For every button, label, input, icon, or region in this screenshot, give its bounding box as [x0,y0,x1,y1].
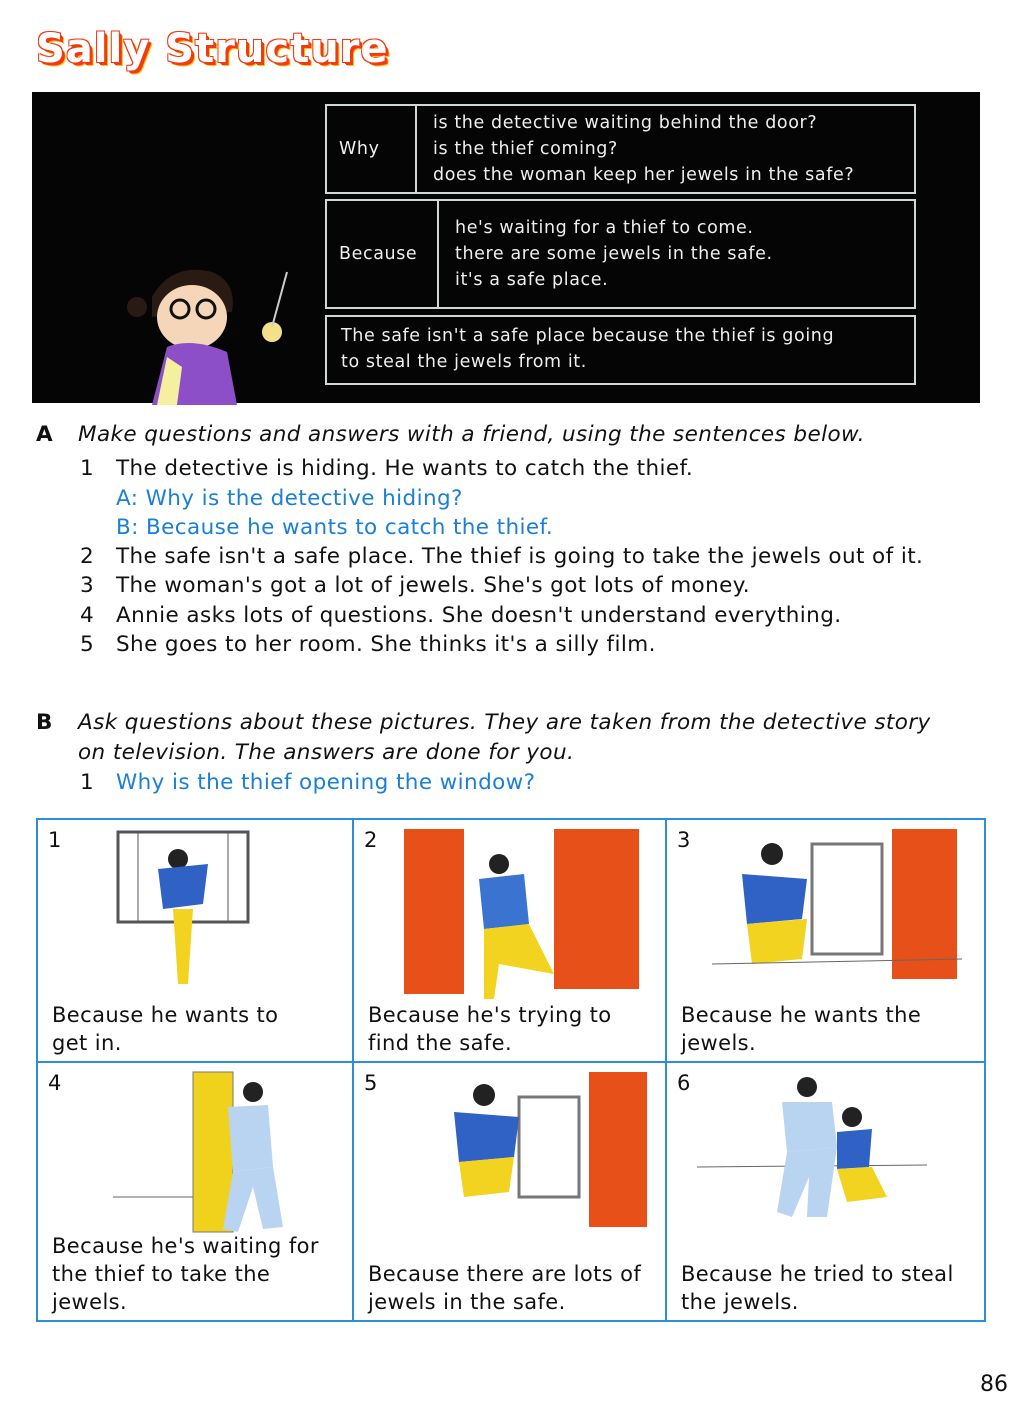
because-label: Because [327,201,439,307]
example-question: A: Why is the detective hiding? [116,485,463,511]
why-table [325,104,916,194]
example-answer: B: Because he wants to catch the thief. [116,514,554,540]
section-b [36,708,931,798]
picture-cell: 3 Because he wants the jewels. [667,820,984,1063]
picture-cell: 4 Because he's waiting for the thief to take the jewels. [38,1063,354,1320]
list-item: 4 Annie asks lots of questions. She doesn't understand everything. [80,602,842,628]
list-item: 3 The woman's got a lot of jewels. She's got lots of money. [80,573,751,598]
thief-safe-illustration [712,824,962,984]
why-line: is the thief coming? [433,139,618,159]
picture-caption: Because he wants to [52,1003,279,1027]
why-line: is the detective waiting behind the door? [433,113,818,133]
summary-line: The safe isn't a safe place because the thief is going [341,326,835,346]
summary-line: to steal the jewels from it. [341,352,587,372]
because-line: there are some jewels in the safe. [455,244,773,264]
picture-caption: the thief to take the [52,1262,271,1286]
picture-cell: 2 Because he's trying to find the safe. [354,820,667,1063]
picture-caption: Because there are lots of [368,1262,642,1286]
why-label: Why [327,106,417,192]
picture-cell: 5 Because there are lots of jewels in the safe. [354,1063,667,1320]
grammar-box [32,92,980,403]
thief-curtains-illustration [404,824,644,999]
detective-door-illustration [113,1067,333,1237]
example-question: Why is the thief opening the window? [116,770,536,795]
section-instruction: Make questions and answers with a friend, using the sentences below. [78,422,865,447]
example-number: 1 [80,770,95,795]
section-letter: B [36,710,53,735]
list-item: 1 The detective is hiding. He wants to catch the thief. [80,456,694,481]
picture-caption: jewels. [681,1031,757,1055]
summary-box [325,315,916,385]
picture-grid [36,818,986,1322]
thief-window-illustration [98,824,258,994]
section-letter: A [36,422,54,447]
picture-caption: the jewels. [681,1290,799,1314]
picture-caption: get in. [52,1031,122,1055]
because-line: he's waiting for a thief to come. [455,218,754,238]
picture-caption: Because he's trying to [368,1003,612,1027]
why-line: does the woman keep her jewels in the safe? [433,165,855,185]
because-table [325,199,916,309]
thief-open-safe-illustration [399,1067,649,1232]
page-number: 86 [980,1372,1008,1397]
picture-caption: Because he's waiting for [52,1234,319,1258]
picture-caption: jewels in the safe. [368,1290,566,1314]
picture-caption: Because he wants the [681,1003,922,1027]
section-instruction: on television. The answers are done for you. [78,740,575,765]
section-instruction: Ask questions about these pictures. They are taken from the detective story [78,710,931,735]
list-item: 5 She goes to her room. She thinks it's a silly film. [80,632,656,657]
list-item: 2 The safe isn't a safe place. The thief is going to take the jewels out of it. [80,543,924,569]
picture-caption: jewels. [52,1290,128,1314]
section-a [36,420,923,660]
detective-catches-thief-illustration [697,1067,927,1227]
picture-cell: 1 Because he wants to get in. [38,820,354,1063]
page-title: Sally Structure [36,26,389,72]
picture-cell: 6 Because he tried to steal the jewels. [667,1063,984,1320]
because-line: it's a safe place. [455,270,609,290]
sally-illustration [122,257,292,407]
picture-caption: Because he tried to steal [681,1262,954,1286]
picture-caption: find the safe. [368,1031,513,1055]
